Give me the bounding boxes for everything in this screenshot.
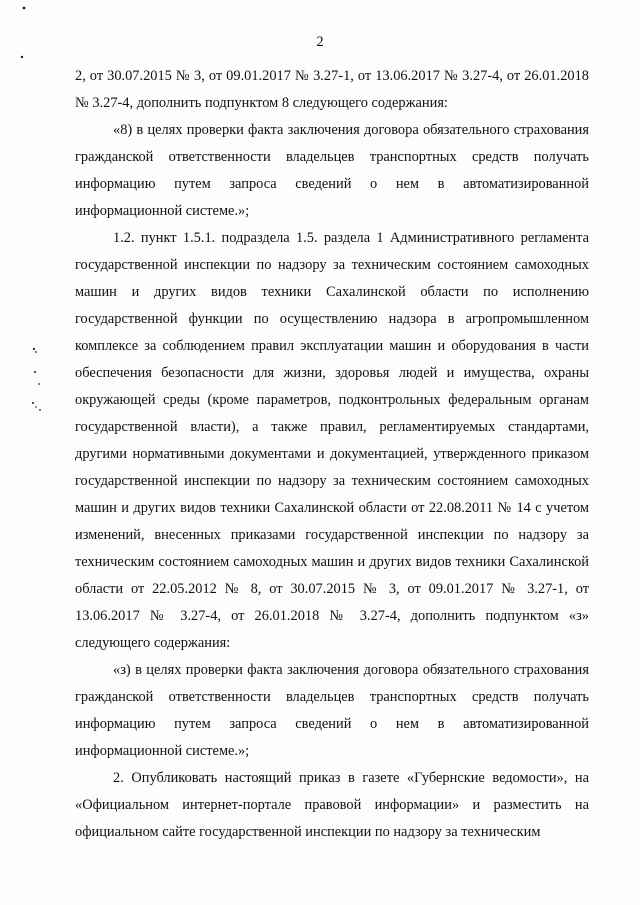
paragraph-continuation: 2, от 30.07.2015 № 3, от 09.01.2017 № 3.27-1, от 13.06.2017 № 3.27-4, от 26.01.2018 № 3.27-4, дополнить подпунктом 8 следующего содержания: — [75, 68, 589, 111]
document-body — [75, 63, 589, 846]
paragraph-item-1-2: 1.2. пункт 1.5.1. подраздела 1.5. раздела 1 Административного регламента государственной инспекции по надзору за техническим состоянием самоходных машин и других видов техники Сахалинской области по исполнению государственной функции по осуществлению надзора в агропромышленном комплексе за соблюдением правил эксплуатации машин и оборудования в части обеспечения безопасности для жизни, здоровья людей и имущества, охраны окружающей среды (кроме параметров, подконтрольных федеральным органам государственной власти), а также правил, регламентируемых стандартами, другими нормативными документами и документацией, утвержденного приказом государственной инспекции по надзору за техническим состоянием самоходных машин и других видов техники Сахалинской области от 22.08.2011 № 14 с учетом изменений, внесенных приказами государственной инспекции по надзору за техническим состоянием самоходных машин и других видов техники Сахалинской области от 22.05.2012 № 8, от 30.07.2015 № 3, от 09.01.2017 № 3.27-1, от 13.06.2017 № 3.27-4, от 26.01.2018 № 3.27-4, дополнить подпунктом «з» следующего содержания: — [75, 230, 589, 651]
paragraph-subpoint-z: «з) в целях проверки факта заключения договора обязательного страхования гражданской ответственности владельцев транспортных средств получать информацию путем запроса сведений о нем в автоматизированной информационной системе.»; — [75, 662, 589, 759]
page-number: 2 — [316, 34, 324, 50]
paragraph-item-2: 2. Опубликовать настоящий приказ в газете «Губернские ведомости», на «Официальном интернет-портале правовой информации» и разместить на официальном сайте государственной инспекции по надзору за техническим — [75, 770, 589, 840]
paragraph-subpoint-8: «8) в целях проверки факта заключения договора обязательного страхования гражданской ответственности владельцев транспортных средств получать информацию путем запроса сведений о нем в автоматизированной информационной системе.»; — [75, 122, 589, 219]
